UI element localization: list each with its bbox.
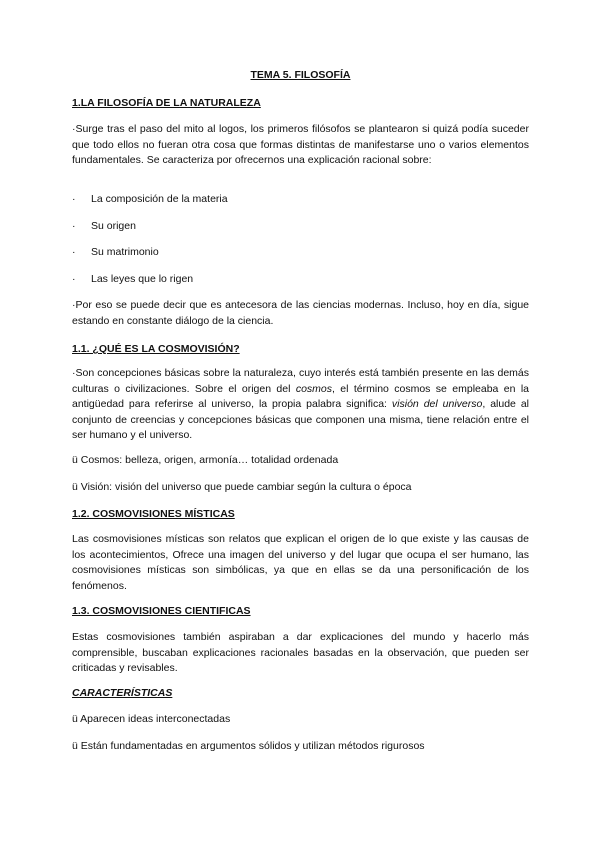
section-heading-cosmovision: 1.1. ¿QUÉ ES LA COSMOVISIÓN? [72, 343, 240, 355]
list-item: · Su origen [72, 220, 136, 232]
paragraph-cientificas: Estas cosmovisiones también aspiraban a dar explicaciones del mundo y hacerlo más comprensible, buscaban explicaciones racionales basadas en la observación, que pueden ser criticadas y revisables. [72, 631, 529, 674]
check-item: ü Están fundamentadas en argumentos sólidos y utilizan métodos rigurosos [72, 740, 425, 752]
paragraph-cosmovision: ·Son concepciones básicas sobre la naturaleza, cuyo interés está también presente en las demás culturas o civilizaciones. Sobre el origen del cosmos, el término cosmos se empleaba en la antigüedad para referirse al universo, la propia palabra significa: visión del universo, alude al conjunto de creencias y concepciones básicas que componen una misma, tiene relación entre el ser humano y el universo. [72, 367, 529, 441]
check-item: ü Aparecen ideas interconectadas [72, 713, 231, 725]
list-item: · Su matrimonio [72, 246, 159, 258]
section-heading-caracteristicas: CARACTERÍSTICAS [72, 687, 173, 699]
list-item: · Las leyes que lo rigen [72, 273, 194, 285]
section-heading-naturaleza: 1.LA FILOSOFÍA DE LA NATURALEZA [72, 97, 261, 109]
list-item: · La composición de la materia [72, 193, 228, 205]
paragraph-closing: ·Por eso se puede decir que es antecesora de las ciencias modernas. Incluso, hoy en día, sigue estando en constante diálogo de la ciencia. [72, 299, 529, 327]
check-item: ü Cosmos: belleza, origen, armonía… totalidad ordenada [72, 454, 339, 466]
paragraph-misticas: Las cosmovisiones místicas son relatos que explican el origen de lo que existe y las causas de los acontecimientos, Ofrece una imagen del universo y del lugar que ocupa el ser humano, las cosmovisiones místicas son simbólicas, ya que en ellas se da una personificación de los fenómenos. [72, 533, 529, 592]
page-title: TEMA 5. FILOSOFÍA [250, 69, 351, 81]
section-heading-cientificas: 1.3. COSMOVISIONES CIENTIFICAS [72, 605, 251, 617]
section-heading-misticas: 1.2. COSMOVISIONES MÍSTICAS [72, 508, 235, 520]
paragraph-intro: ·Surge tras el paso del mito al logos, los primeros filósofos se plantearon si quizá podía suceder que todo ellos no fueran otra cosa que formas distintas de manifestarse uno o varios elementos fundamentales. Se caracteriza por ofrecernos una explicación racional sobre: [72, 123, 529, 166]
check-item: ü Visión: visión del universo que puede cambiar según la cultura o época [72, 481, 412, 493]
